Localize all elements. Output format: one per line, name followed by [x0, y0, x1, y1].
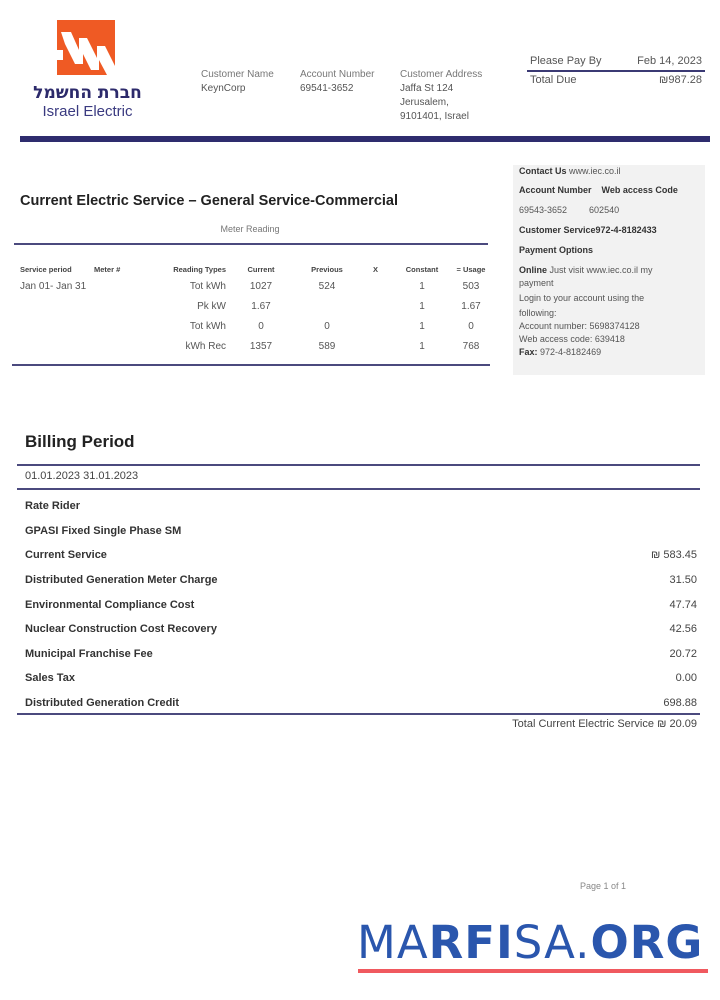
total-due-value: ₪987.28	[659, 74, 702, 86]
billing-item-label: Rate Rider	[25, 500, 81, 513]
meter-row	[14, 296, 492, 316]
cell-current: 1027	[249, 280, 273, 292]
online-line	[519, 264, 699, 277]
billing-period-title: Billing Period	[25, 432, 135, 451]
billing-item-amount: 42.56	[669, 623, 697, 636]
col-constant: Constant	[405, 264, 439, 274]
billing-item-dg-credit	[25, 691, 697, 716]
contact-account-number-value: 69543-3652	[519, 205, 568, 215]
billing-item-gpasi	[25, 519, 697, 544]
address-line-2: Jerusalem,	[400, 97, 449, 108]
cell-type: Tot kWh	[189, 320, 226, 332]
meter-reading-table	[14, 262, 492, 356]
online-text-2: payment	[519, 278, 554, 288]
billing-item-label: Distributed Generation Credit	[25, 697, 180, 710]
address-line-1: Jaffa St 124	[400, 83, 454, 94]
customer-address-block	[400, 68, 482, 124]
customer-service-phone: 972-4-8182433	[595, 225, 657, 235]
billing-item-rate-rider	[25, 494, 697, 519]
cell-constant: 1	[419, 340, 425, 352]
contact-headers-line	[519, 184, 699, 197]
contact-account-number-label: Account Number	[519, 185, 592, 195]
account-number-block	[300, 68, 374, 96]
header-divider-bar	[20, 136, 710, 142]
watermark-part: RFI	[428, 916, 514, 969]
cell-usage: 768	[462, 340, 480, 352]
cell-previous: 0	[324, 320, 330, 332]
billing-total-value: ₪ 20.09	[657, 718, 697, 730]
customer-name-value: KeynCorp	[201, 83, 246, 94]
cell-previous: 589	[318, 340, 336, 352]
meter-row	[14, 316, 492, 336]
billing-item-municipal	[25, 642, 697, 667]
fax-value: 972-4-8182469	[540, 347, 602, 357]
pay-divider	[527, 70, 705, 72]
billing-period-rule	[17, 488, 700, 490]
total-due-label: Total Due	[530, 74, 577, 86]
cell-current: 1.67	[251, 300, 271, 312]
cell-type: Tot kWh	[189, 280, 226, 292]
customer-address-label: Customer Address	[400, 69, 483, 80]
col-previous: Previous	[311, 264, 343, 274]
contact-web-access-value: 602540	[589, 205, 620, 215]
watermark-text	[357, 918, 703, 968]
cell-constant: 1	[419, 320, 425, 332]
company-logo-mark	[57, 20, 115, 75]
billing-item-amount: ₪ 583.45	[650, 549, 697, 562]
cell-previous: 524	[318, 280, 336, 292]
col-x: X	[372, 264, 378, 274]
col-reading-types: Reading Types	[173, 264, 226, 274]
billing-item-amount: 0.00	[675, 672, 697, 685]
col-current: Current	[247, 264, 275, 274]
billing-top-rule	[17, 464, 700, 466]
billing-item-label: Sales Tax	[25, 672, 75, 685]
login-text-2: following:	[519, 308, 557, 318]
watermark-part: ORG	[590, 916, 704, 969]
fax-line	[519, 346, 699, 359]
fax-label: Fax:	[519, 347, 538, 357]
meter-bottom-rule	[12, 364, 490, 366]
watermark-part: SA.	[513, 916, 591, 969]
billing-item-label: Nuclear Construction Cost Recovery	[25, 623, 217, 636]
billing-item-label: Municipal Franchise Fee	[25, 647, 153, 660]
customer-name-block	[201, 68, 274, 96]
contact-us-line	[519, 165, 699, 178]
watermark-part: MA	[357, 916, 429, 969]
customer-name-label: Customer Name	[201, 69, 274, 80]
meter-row	[14, 336, 492, 356]
billing-item-label: Distributed Generation Meter Charge	[25, 574, 218, 587]
cell-usage: 503	[462, 280, 480, 292]
billing-item-environmental	[25, 592, 697, 617]
cell-current: 1357	[249, 340, 273, 352]
account-number-label: Account Number	[300, 69, 375, 80]
meter-table-header	[14, 262, 492, 276]
cell-constant: 1	[419, 300, 425, 312]
lightning-logo-icon	[57, 20, 115, 75]
billing-item-sales-tax	[25, 666, 697, 691]
company-name-english: Israel Electric	[42, 103, 133, 120]
online-label: Online	[519, 265, 548, 275]
cell-period: Jan 01- Jan 31	[20, 280, 87, 292]
pay-by-row	[530, 55, 702, 67]
contact-values-line	[519, 204, 699, 217]
col-usage: = Usage	[456, 264, 486, 274]
billing-items-list	[25, 494, 697, 715]
total-due-row	[530, 74, 702, 86]
cell-current: 0	[258, 320, 264, 332]
address-line-3: 9101401, Israel	[400, 111, 469, 122]
billing-item-dg-meter-charge	[25, 568, 697, 593]
online-text: Just visit www.iec.co.il my	[549, 265, 653, 275]
billing-item-label: Current Service	[25, 549, 107, 562]
customer-service-line	[519, 224, 699, 237]
contact-us-label: Contact Us	[519, 166, 567, 176]
meter-top-rule	[14, 243, 488, 245]
billing-bottom-rule	[17, 713, 700, 715]
billing-period-dates: 01.01.2023 31.01.2023	[25, 470, 139, 482]
contact-web-code-line: Web access code: 639418	[519, 334, 625, 344]
col-meter-number: Meter #	[94, 264, 121, 274]
col-service-period: Service period	[20, 264, 72, 274]
company-name-hebrew: חברת החשמל	[33, 83, 142, 103]
billing-item-current-service	[25, 543, 697, 568]
cell-type: kWh Rec	[185, 340, 226, 352]
meter-reading-caption: Meter Reading	[220, 224, 280, 234]
billing-item-label: GPASI Fixed Single Phase SM	[25, 524, 182, 537]
billing-item-amount: 47.74	[669, 598, 697, 611]
billing-item-label: Environmental Compliance Cost	[25, 598, 195, 611]
customer-service-label: Customer Service	[519, 225, 596, 235]
cell-constant: 1	[419, 280, 425, 292]
cell-usage: 1.67	[461, 300, 481, 312]
pay-by-date: Feb 14, 2023	[637, 55, 702, 67]
cell-usage: 0	[468, 320, 474, 332]
contact-web-access-label: Web access Code	[601, 185, 678, 195]
account-number-value: 69541-3652	[300, 83, 354, 94]
billing-item-amount: 31.50	[669, 574, 697, 587]
payment-options-label: Payment Options	[519, 245, 594, 255]
watermark-underline	[358, 969, 708, 973]
contact-panel	[513, 165, 705, 375]
login-text-1: Login to your account using the	[519, 293, 645, 303]
service-title: Current Electric Service – General Service-Commercial	[20, 193, 398, 209]
billing-item-amount: 20.72	[669, 647, 697, 660]
billing-total	[440, 718, 697, 730]
billing-item-nuclear	[25, 617, 697, 642]
pay-by-label: Please Pay By	[530, 55, 602, 67]
contact-account-line: Account number: 5698374128	[519, 321, 640, 331]
contact-website-link[interactable]: www.iec.co.il	[569, 166, 621, 176]
cell-type: Pk kW	[197, 300, 226, 312]
billing-total-label: Total Current Electric Service	[512, 718, 654, 730]
page-number: Page 1 of 1	[580, 881, 627, 891]
meter-row	[14, 276, 492, 296]
billing-item-amount: 698.88	[663, 697, 697, 710]
